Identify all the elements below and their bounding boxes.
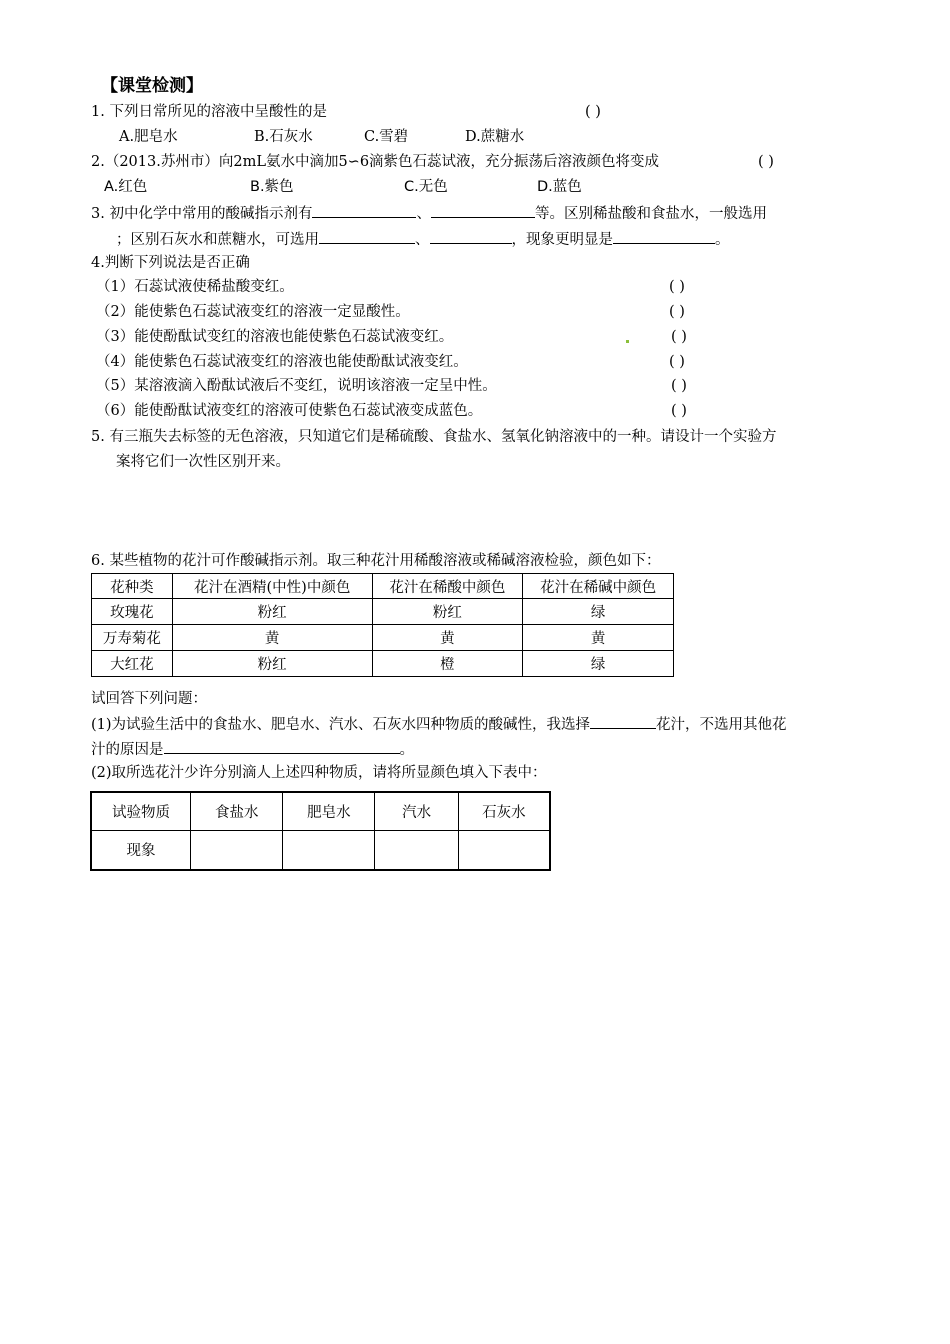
q3-blank-2[interactable]: [431, 202, 535, 218]
table-header-row: [91, 792, 550, 830]
section-title: 【课堂检测】: [101, 76, 203, 96]
q4-item-1: （1）石蕊试液使稀盐酸变红。: [96, 279, 294, 295]
q1-option-b: B.石灰水: [254, 129, 313, 145]
q3-line1-text-b: 等。区别稀盐酸和食盐水，一般选用: [534, 206, 767, 222]
table-cell: 粉红: [172, 651, 372, 677]
q2-option-d: D.蓝色: [537, 179, 582, 195]
table-cell: 粉红: [172, 599, 372, 625]
table-header-cell: 花种类: [92, 574, 173, 599]
q6-sub1-line2: [91, 738, 414, 760]
q4-item-6-paren: ( ): [671, 403, 687, 419]
table-cell: 黄: [523, 625, 674, 651]
answer-cell[interactable]: [458, 830, 550, 870]
q3-line2-text-b: ，现象更明显是: [511, 232, 613, 248]
table-cell: 万寿菊花: [92, 625, 173, 651]
table-cell: 大红花: [92, 651, 173, 677]
q6-blank-reason[interactable]: [164, 738, 400, 754]
table-cell: 黄: [172, 625, 372, 651]
table-header-cell: 花汁在稀酸中颜色: [372, 574, 523, 599]
q2-option-a: A.红色: [104, 179, 148, 195]
table-cell: 玫瑰花: [92, 599, 173, 625]
answer-cell[interactable]: [191, 830, 283, 870]
flower-indicator-table: [91, 573, 674, 677]
q4-stem: 4.判断下列说法是否正确: [91, 255, 250, 271]
q4-item-4: （4）能使紫色石蕊试液变红的溶液也能使酚酞试液变红。: [96, 354, 468, 370]
table-cell: 橙: [372, 651, 523, 677]
q1-option-a: A.肥皂水: [119, 129, 178, 145]
table-cell-label: 现象: [91, 830, 191, 870]
table-header-cell: 试验物质: [91, 792, 191, 830]
q2-answer-paren: ( ): [758, 154, 774, 170]
q6-sub1-text-a: (1)为试验生活中的食盐水、肥皂水、汽水、石灰水四种物质的酸碱性，我选择: [91, 717, 591, 733]
q6-stem: 6. 某些植物的花汁可作酸碱指示剂。取三种花汁用稀酸溶液或稀碱溶液检验，颜色如下：: [91, 553, 661, 569]
q4-item-2: （2）能使紫色石蕊试液变红的溶液一定显酸性。: [96, 304, 410, 320]
q6-sub1-text-b: 花汁，不选用其他花: [656, 717, 787, 733]
table-header-cell: 花汁在酒精(中性)中颜色: [172, 574, 372, 599]
table-header-cell: 肥皂水: [283, 792, 375, 830]
table-cell: 绿: [523, 599, 674, 625]
q3-line1-text-a: 3. 初中化学中常用的酸碱指示剂有: [91, 206, 313, 222]
q4-item-4-paren: ( ): [669, 354, 685, 370]
table-header-cell: 汽水: [375, 792, 458, 830]
table-cell: 黄: [372, 625, 523, 651]
q3-line2-sep: 、: [415, 232, 430, 248]
q5-line2: 案将它们一次性区别开来。: [116, 454, 290, 470]
table-header-cell: 食盐水: [191, 792, 283, 830]
q2-option-b: B.紫色: [250, 179, 294, 195]
q4-item-3: （3）能使酚酞试变红的溶液也能使紫色石蕊试液变红。: [96, 329, 454, 345]
q4-item-3-paren: ( ): [671, 329, 687, 345]
q3-line1: [91, 202, 767, 224]
q3-line2-end: 。: [715, 232, 730, 248]
answer-cell[interactable]: [375, 830, 458, 870]
table-header-cell: 花汁在稀碱中颜色: [523, 574, 674, 599]
q4-item-1-paren: ( ): [669, 279, 685, 295]
table-row: [91, 830, 550, 870]
decorative-dot: [626, 340, 629, 343]
q6-prompt: 试回答下列问题：: [91, 691, 207, 707]
q6-sub2: (2)取所选花汁少许分别滴人上述四种物质，请将所显颜色填入下表中：: [91, 765, 547, 781]
q4-item-5: （5）某溶液滴入酚酞试液后不变红，说明该溶液一定呈中性。: [96, 378, 497, 394]
q3-blank-3[interactable]: [319, 228, 415, 244]
q1-option-c: C.雪碧: [364, 129, 409, 145]
q6-sub1-line1: [91, 713, 787, 735]
observation-table: [90, 791, 551, 871]
table-header-row: [92, 574, 674, 599]
table-cell: 粉红: [372, 599, 523, 625]
q1-answer-paren: ( ): [585, 104, 601, 120]
table-row: [92, 651, 674, 677]
table-cell: 绿: [523, 651, 674, 677]
q1-option-d: D.蔗糖水: [465, 129, 525, 145]
q5-line1: 5. 有三瓶失去标签的无色溶液，只知道它们是稀硫酸、食盐水、氢氧化钠溶液中的一种。请设计一个实验方: [91, 429, 777, 445]
q3-blank-4[interactable]: [430, 228, 512, 244]
table-header-cell: 石灰水: [458, 792, 550, 830]
q3-line2-text-a: ；区别石灰水和蔗糖水，可选用: [116, 232, 319, 248]
q6-blank-flower[interactable]: [590, 713, 656, 729]
q2-option-c: C.无色: [404, 179, 448, 195]
q6-sub1-end: 。: [399, 742, 414, 758]
q1-stem: 1. 下列日常所见的溶液中呈酸性的是: [91, 104, 327, 120]
q3-line1-sep: 、: [416, 206, 431, 222]
q4-item-5-paren: ( ): [671, 378, 687, 394]
table-row: [92, 599, 674, 625]
q3-blank-1[interactable]: [312, 202, 416, 218]
table-row: [92, 625, 674, 651]
q3-blank-5[interactable]: [613, 228, 715, 244]
q4-item-2-paren: ( ): [669, 304, 685, 320]
q4-item-6: （6）能使酚酞试液变红的溶液可使紫色石蕊试液变成蓝色。: [96, 403, 483, 419]
q6-sub1-text-c: 汁的原因是: [91, 742, 164, 758]
answer-cell[interactable]: [283, 830, 375, 870]
q2-stem: 2.（2013.苏州市）向2mL氨水中滴加5∽6滴紫色石蕊试液，充分振荡后溶液颜色将变成: [91, 154, 660, 170]
q3-line2: [116, 228, 730, 250]
